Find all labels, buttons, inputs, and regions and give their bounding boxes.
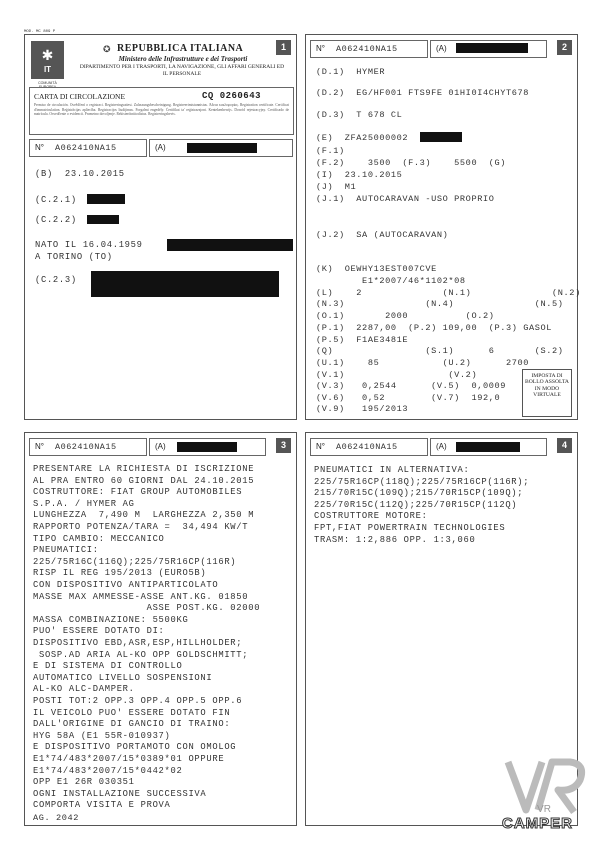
logo-text: CAMPER [502,815,574,832]
doc-number-box [29,139,147,157]
eu-flag-logo [31,41,64,89]
a-label: (A) [155,442,166,451]
document-title: CARTA DI CIRCOLAZIONE [34,92,126,101]
doc-number: A062410NA15 [336,44,398,54]
eu-caption: COMUNITÀ EUROPEA [38,81,57,89]
n-label: N° [35,143,44,152]
field-j: (J) M1 [316,182,357,192]
text-line: PUO' ESSERE DOTATO DI: [33,626,165,637]
text-line: 215/70R15C(109Q);215/70R15CP(109Q); [314,488,524,499]
text-line: E1*74/483*2007/15*0389*01 OPPURE [33,754,225,764]
doc-number: A062410NA15 [55,442,117,452]
field-o1: (O.1) 2000 (O.2) [316,311,495,321]
panel-1 [24,34,297,420]
redaction [167,239,293,251]
field-f1: (F.1) [316,146,345,156]
field-v3: (V.3) 0,2544 (V.5) 0,0009 [316,381,506,391]
text-line: POSTI TOT:2 OPP.3 OPP.4 OPP.5 OPP.6 [33,696,243,706]
field-p5: (P.5) F1AE3481E [316,335,409,345]
multilingual-titles: Permiso de circulación. Osvědčení o registraci. Registreringsattest. Zulassungsbescheinigung. Registreerimistunnistus. Άδεια κυκλοφορίας. Registration certificate. Certificat d'immatriculation. Reģistrācijas apliecība. Registracijos liudijimas. Forgalmi engedély. Ċertifikat ta' reġistrazzjoni. Kentekenbewijs. Dowód rejestracyjny. Certificado de matrícula. Osvedčenie o evidencii. Prometno dovoljenje. Rekisteröintitodistus. Registreringsbevis. [34,103,289,117]
a-label: (A) [155,143,166,152]
panel-3 [24,432,297,826]
country-code: IT [43,65,52,74]
field-j1: (J.1) AUTOCARAVAN -USO PROPRIO [316,194,495,204]
redaction [187,143,257,153]
text-line: AL-KO ALC-DAMPER. [33,684,135,695]
field-p1: (P.1) 2287,00 (P.2) 109,00 (P.3) GASOL [316,323,553,333]
text-line: E1*74/483*2007/15*0442*02 [33,765,183,776]
field-e: (E) ZFA25000002 [316,133,409,143]
text-line: S.P.A. / HYMER AG [33,498,135,509]
tax-stamp: IMPOSTA DI BOLLO ASSOLTA IN MODO VIRTUALE [522,369,572,417]
field-q: (Q) (S.1) 6 (S.2) [316,346,564,356]
text-line: E DI SISTEMA DI CONTROLLO [33,661,183,672]
field-u1: (U.1) 85 (U.2) 2700 [316,358,530,368]
panel-number: 4 [557,438,572,453]
text-line: COSTRUTTORE MOTORE: [314,511,428,522]
text-line: 225/75R16C(116Q);225/75R16CP(116R) [33,556,237,567]
department-title: DIPARTIMENTO PER I TRASPORTI, LA NAVIGAZIONE, GLI AFFARI GENERALI ED IL PERSONALE [79,64,285,77]
republic-title: REPUBBLICA ITALIANA [117,43,244,54]
text-line: E DISPOSITIVO PORTAMOTO CON OMOLOG [33,742,237,753]
panel-number: 3 [276,438,291,453]
field-c21: (C.2.1) [35,195,77,205]
form-code: MOD. MC 809 P [24,30,56,34]
a-label: (A) [436,442,447,451]
text-line: FPT,FIAT POWERTRAIN TECHNOLOGIES [314,523,506,533]
logo-mark: VR [537,804,551,815]
birth-date: NATO IL 16.04.1959 [35,240,143,250]
text-line: RISP IL REG 195/2013 (EURO5B) [33,568,207,579]
field-i: (I) 23.10.2015 [316,170,403,180]
text-line: OPP E1 26R 030351 [33,777,135,788]
panel-2 [305,34,581,420]
redaction [87,194,125,204]
field-f2: (F.2) 3500 (F.3) 5500 (G) [316,158,506,168]
registration-date: (B) 23.10.2015 [35,169,125,179]
a-label: (A) [436,44,447,53]
panel-number: 2 [557,40,572,55]
field-c23: (C.2.3) [35,275,77,285]
text-line: DALL'ORIGINE DI GANCIO DI TRAINO: [33,719,231,730]
text-line: SOSP.AD ARIA AL-KO OPP GOLDSCHMITT; [33,649,249,660]
text-line: PNEUMATICI: [33,545,99,556]
text-line: MASSE MAX AMMESSE-ASSE ANT.KG. 01850 [33,591,249,602]
redaction [91,271,279,297]
text-line: DISPOSITIVO EBD,ASR,ESP,HILLHOLDER; [33,638,243,648]
eu-stars-icon: ✱ [41,47,54,63]
text-line: 225/70R15C(112Q);225/70R15CP(112Q) [314,499,518,510]
text-line: OGNI INSTALLAZIONE SUCCESSIVA [33,788,207,799]
text-line: COMPORTA VISITA E PROVA [33,800,171,811]
text-line: HYG 58A (E1 55R-010937) [33,730,171,741]
doc-number-box [29,438,147,456]
text-line: MASSA COMBINAZIONE: 5500KG [33,614,189,625]
redaction [177,442,237,452]
birth-city: A TORINO (TO) [35,252,113,262]
text-line: TRASM: 1:2,886 OPP. 1:3,060 [314,534,476,545]
text-line: TIPO CAMBIO: MECCANICO [33,533,165,544]
text-line: IL VEICOLO PUO' ESSERE DOTATO FIN [33,707,231,718]
document-serial: CQ 0260643 [202,91,262,101]
text-line: 225/75R16CP(118Q);225/75R16CP(116R); [314,476,530,487]
field-l: (L) 2 (N.1) (N.2) [316,288,581,298]
text-line: ASSE POST.KG. 02000 [33,603,261,614]
text-line: CON DISPOSITIVO ANTIPARTICOLATO [33,580,219,590]
text-line: AL PRA ENTRO 60 GIORNI DAL 24.10.2015 [33,475,255,486]
redaction [456,442,520,452]
field-n3: (N.3) (N.4) (N.5) [316,299,564,309]
field-k-approval: E1*2007/46*1102*08 [316,276,466,286]
text-line: RAPPORTO POTENZA/TARA = 34,494 KW/T [33,522,249,532]
n-label: N° [316,442,325,451]
redaction [420,132,462,142]
doc-number-box [310,40,428,58]
panel-number: 1 [276,40,291,55]
field-j2: (J.2) SA (AUTOCARAVAN) [316,230,449,240]
text-line: LUNGHEZZA 7,490 M LARGHEZZA 2,350 M [33,510,255,521]
text-line: COSTRUTTORE: FIAT GROUP AUTOMOBILES [33,487,243,498]
text-line: AUTOMATICO LIVELLO SOSPENSIONI [33,672,213,683]
field-v6: (V.6) 0,52 (V.7) 192,0 [316,393,501,403]
n-label: N° [316,44,325,53]
text-line: PNEUMATICI IN ALTERNATIVA: [314,465,470,475]
doc-number: A062410NA15 [336,442,398,452]
text-line: PRESENTARE LA RICHIESTA DI ISCRIZIONE [33,464,255,474]
document-title-box [29,87,294,135]
ministry-title: Ministero delle Infrastrutture e dei Trasporti [118,55,248,63]
field-d3: (D.3) T 678 CL [316,110,403,120]
field-d2: (D.2) EG/HF001 FTS9FE 01HI0I4CHYT678 [316,88,530,98]
n-label: N° [35,442,44,451]
redaction [456,43,528,53]
footer-code: AG. 2042 [33,813,80,823]
field-d1: (D.1) HYMER [316,67,386,77]
field-c22: (C.2.2) [35,215,77,225]
field-v9: (V.9) 195/2013 [316,404,409,414]
field-k: (K) OEWHY13EST007CVE [316,264,437,274]
republic-emblem-icon: ✪ [103,44,111,54]
redaction [87,215,119,224]
doc-number-box [310,438,428,456]
field-v1: (V.1) (V.2) [316,370,478,380]
doc-number: A062410NA15 [55,143,117,153]
